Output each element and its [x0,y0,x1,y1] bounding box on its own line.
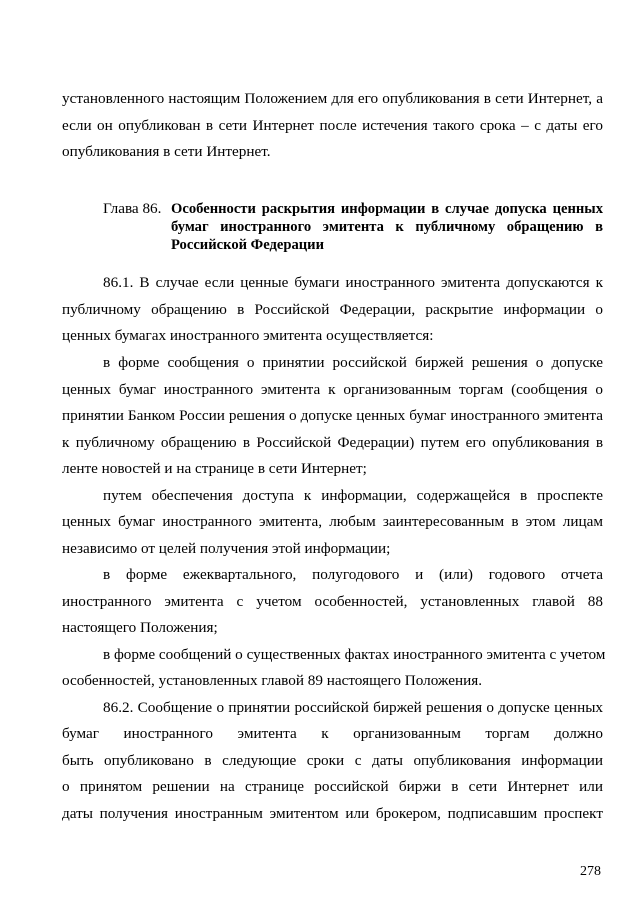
chapter-title-line: Особенности раскрытия информации в случае допуска ценных [171,201,603,217]
text-line: даты получения иностранным эмитентом или брокером, подписавшим проспект [62,805,603,822]
text-line: 86.2. Сообщение о принятии российской биржей решения о допуске ценных [103,699,603,716]
text-line: настоящего Положения; [62,619,218,636]
chapter-label: Глава 86. [103,200,162,217]
text-line: о принятом решении на странице российской биржи в сети Интернет или [62,778,603,795]
text-line: ценных бумаг иностранного эмитента к организованным торгам (сообщения о [62,381,603,398]
text-line: опубликования в сети Интернет. [62,143,271,160]
text-line: ценных бумаг иностранного эмитента, любым заинтересованным в этом лицам [62,513,603,530]
chapter-title-line: Российской Федерации [171,237,324,253]
page-number: 278 [580,864,601,879]
text-line: в форме сообщения о принятии российской биржей решения о допуске [103,354,603,371]
text-line: установленного настоящим Положением для его опубликования в сети Интернет, а [62,90,603,107]
text-line: в форме ежеквартального, полугодового и (или) годового отчета [103,566,603,583]
text-line: быть опубликовано в следующие сроки с даты опубликования информации [62,752,603,769]
text-line: ленте новостей и на странице в сети Интернет; [62,460,367,477]
text-line: в форме сообщений о существенных фактах иностранного эмитента с учетом [103,646,606,663]
text-line: независимо от целей получения этой информации; [62,540,391,557]
text-line: особенностей, установленных главой 89 настоящего Положения. [62,672,482,689]
text-line: если он опубликован в сети Интернет после истечения такого срока – с даты его [62,117,603,134]
text-line: 86.1. В случае если ценные бумаги иностранного эмитента допускаются к [103,274,603,291]
chapter-title-line: бумаг иностранного эмитента к публичному обращению в [171,219,603,235]
text-line: принятии Банком России решения о допуске ценных бумаг иностранного эмитента [62,407,603,424]
text-line: к публичному обращению в Российской Федерации) путем его опубликования в [62,434,603,451]
text-line: публичному обращению в Российской Федерации, раскрытие информации о [62,301,603,318]
text-line: иностранного эмитента с учетом особенностей, установленных главой 88 [62,593,603,610]
text-line: бумаг иностранного эмитента к организованным торгам должно [62,725,603,742]
chapter-title [171,200,603,254]
text-line: путем обеспечения доступа к информации, содержащейся в проспекте [103,487,603,504]
text-line: ценных бумагах иностранного эмитента осуществляется: [62,327,434,344]
